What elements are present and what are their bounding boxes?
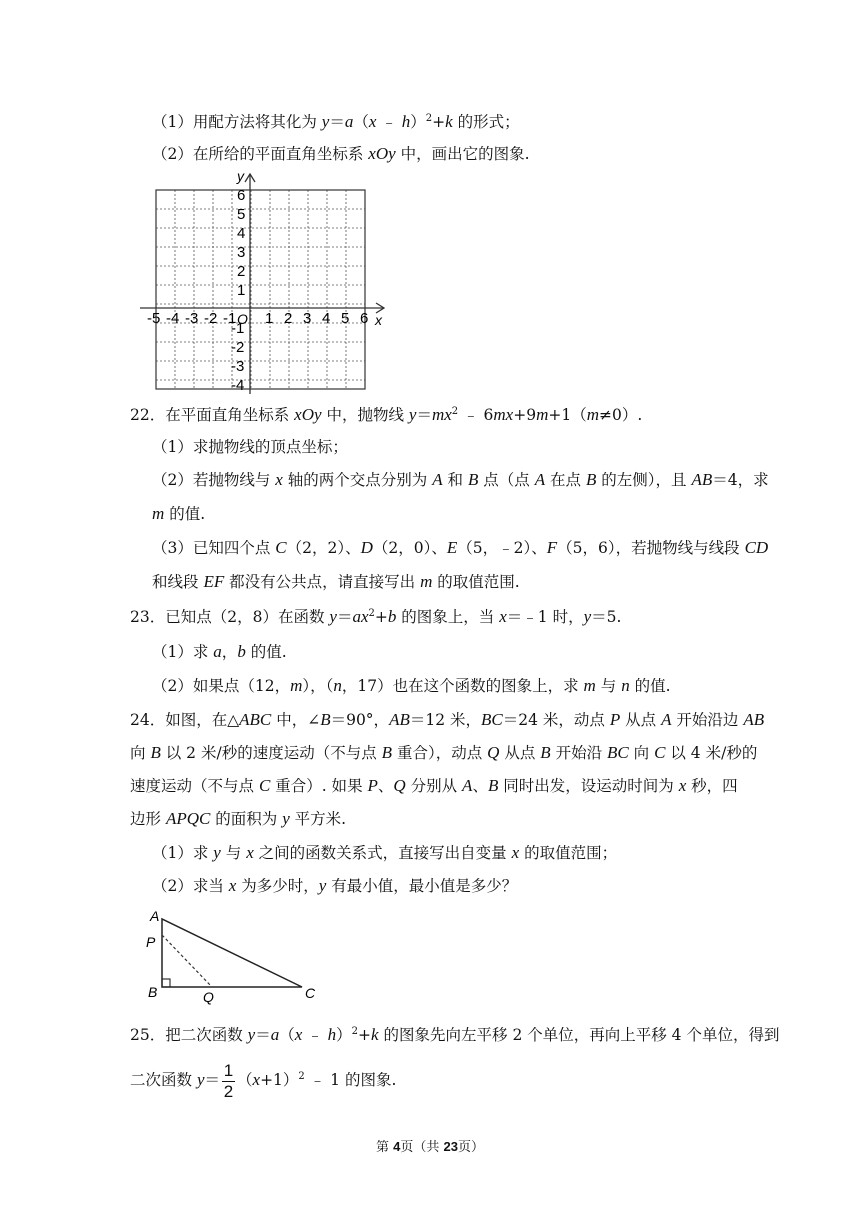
- x-tick-label: 6: [360, 310, 369, 327]
- q24-line4: 边形 APQC 的面积为 y 平方米.: [130, 809, 347, 828]
- x-tick-label: 5: [341, 310, 350, 327]
- q22-part3-line1: （3）已知四个点 C（2，2）、D（2，0）、E（5，﹣2）、F（5，6），若抛物线与线段 CD: [152, 538, 769, 557]
- q23-part2: （2）如果点（12，m），（n，17）也在这个函数的图象上，求 m 与 n 的值.: [152, 676, 671, 695]
- q24-line3: 速度运动（不与点 C 重合）. 如果 P、Q 分别从 A、B 同时出发，设运动时间为 x 秒，四: [130, 776, 738, 795]
- label-p: P: [146, 934, 156, 950]
- y-tick-label: 1: [237, 282, 246, 299]
- label-c: C: [305, 985, 316, 1001]
- q21-part2: （2）在所给的平面直角坐标系 xOy 中，画出它的图象.: [152, 144, 530, 163]
- q24-part1: （1）求 y 与 x 之间的函数关系式，直接写出自变量 x 的取值范围；: [152, 843, 618, 862]
- x-tick-label: 1: [265, 310, 274, 327]
- q23-part1: （1）求 a，b 的值.: [152, 642, 287, 661]
- q24-part2: （2）求当 x 为多少时，y 有最小值，最小值是多少？: [152, 876, 518, 895]
- fraction-half: $\frac{1}{2}$: [223, 1060, 234, 1101]
- q23-stem: 23．已知点（2，8）在函数 $y=ax^2+b$ 的图象上，当 x＝﹣1 时，y＝5.: [130, 607, 622, 626]
- q22-part2-line2: m 的值.: [152, 504, 206, 523]
- q25-line2: 二次函数 y＝ $\frac{1}{2}$ $(x+1)^2$ ﹣ 1 的图象.: [130, 1060, 397, 1101]
- right-angle-mark: [162, 979, 170, 987]
- x-tick-label: -2: [204, 310, 218, 327]
- q22-part3-line2: 和线段 EF 都没有公共点，请直接写出 m 的取值范围.: [152, 572, 520, 591]
- q25-line1: 25．把二次函数 y＝a（x ﹣ h）$^2$+k 的图象先向左平移 2 个单位，再向上平移 4 个单位，得到: [130, 1025, 780, 1044]
- x-tick-label: 2: [284, 310, 293, 327]
- triangle-abc: [162, 919, 302, 987]
- x-tick-label: -3: [185, 310, 199, 327]
- q21-part1: （1）用配方法将其化为 y＝a（x ﹣ h）$^2$+k 的形式；: [152, 112, 520, 131]
- y-axis-label: y: [237, 168, 244, 184]
- triangle-figure: [140, 905, 330, 1005]
- x-tick-label: -4: [166, 310, 180, 327]
- y-tick-label: -1: [231, 320, 245, 337]
- label-q: Q: [203, 989, 214, 1005]
- y-tick-label: 6: [237, 187, 246, 204]
- x-tick-label: -5: [147, 310, 161, 327]
- x-axis-label: x: [375, 312, 382, 328]
- page-footer: 第 4页（共 23页）: [376, 1139, 484, 1155]
- page-number: 4: [393, 1139, 401, 1154]
- grid-border: [156, 190, 365, 389]
- x-tick-label: 4: [322, 310, 331, 327]
- page-total: 23: [443, 1139, 458, 1154]
- q22-part1: （1）求抛物线的顶点坐标；: [152, 438, 348, 456]
- y-tick-label: 2: [237, 263, 246, 280]
- x-tick-label: -1: [223, 310, 237, 327]
- x-tick-label: 3: [303, 310, 312, 327]
- origin-label: O: [237, 311, 248, 327]
- q22-stem: 22．在平面直角坐标系 xOy 中，抛物线 $y=mx^2$ ﹣ 6mx+9m+1（m≠0）.: [130, 405, 643, 424]
- y-tick-label: -4: [231, 377, 245, 394]
- label-b: B: [148, 984, 158, 1000]
- y-tick-label: 5: [237, 206, 246, 223]
- q24-line1: 24．如图，在△ABC 中，∠B＝90°，AB＝12 米，BC＝24 米，动点 P 从点 A 开始沿边 AB: [130, 710, 765, 729]
- coordinate-grid: [140, 168, 390, 396]
- q22-part2-line1: （2）若抛物线与 x 轴的两个交点分别为 A 和 B 点（点 A 在点 B 的左侧），且 AB＝4，求: [152, 470, 769, 489]
- y-tick-label: -2: [231, 339, 245, 356]
- y-tick-label: -3: [231, 358, 245, 375]
- y-tick-label: 3: [237, 244, 246, 261]
- label-a: A: [150, 908, 160, 924]
- q24-line2: 向 B 以 2 米/秒的速度运动（不与点 B 重合），动点 Q 从点 B 开始沿 BC 向 C 以 4 米/秒的: [130, 743, 758, 762]
- y-tick-label: 4: [237, 225, 246, 242]
